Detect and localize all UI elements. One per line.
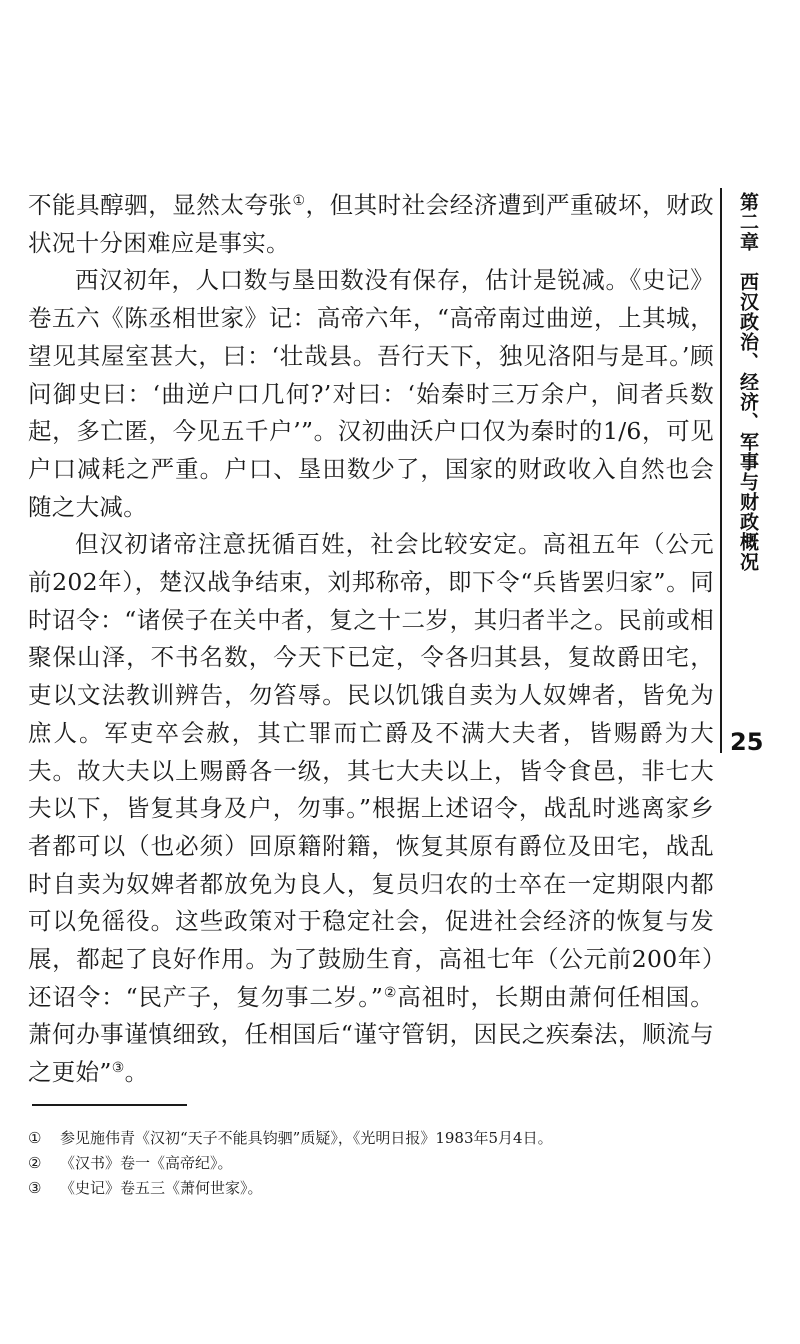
- footnote-ref-3[interactable]: ③: [111, 1060, 125, 1077]
- running-head: 第二章 西汉政治、经济、军事与财政概况: [737, 192, 759, 572]
- footnote-3: [28, 1176, 718, 1201]
- footnotes: [28, 1126, 718, 1201]
- footnote-text: 参见施伟青《汉初“天子不能具钧驷”质疑》，《光明日报》1983年5月4日。: [60, 1129, 553, 1147]
- footnote-rule: [32, 1104, 187, 1106]
- text-run: 高祖时，长期由萧何任相国。萧何办事谨慎细致，任相国后“谨守管钥，因民之疾秦法，顺流与之更始”: [28, 982, 715, 1087]
- main-text: [28, 187, 714, 1092]
- paragraph-3: [28, 526, 714, 1092]
- text-run: 但汉初诸帝注意抚循百姓，社会比较安定。高祖五年（公元前202年），楚汉战争结束，刘邦称帝，即下令“兵皆罢归家”。同时诏令：“诸侯子在关中者，复之十二岁，其归者半之。民前或相聚保山泽，不书名数，今天下已定，令各归其县，复故爵田宅，吏以文法教训辨告，勿笞辱。民以饥饿自卖为人奴婢者，皆免为庶人。军吏卒会赦，其亡罪而亡爵及不满大夫者，皆赐爵为大夫。故大夫以上赐爵各一级，其七大夫以上，皆令食邑，非七大夫以下，皆复其身及户，勿事。”根据上述诏令，战乱时逃离家乡者都可以（也必须）回原籍附籍，恢复其原有爵位及田宅，战乱时自卖为奴婢者都放免为良人，复员归农的士卒在一定期限内都可以免徭役。这些政策对于稳定社会，促进社会经济的恢复与发展，都起了良好作用。为了鼓励生育，高祖七年（公元前200年）还诏令：“民产子，复勿事二岁。”: [28, 530, 714, 1011]
- footnote-1: [28, 1126, 718, 1151]
- footnote-2: [28, 1151, 718, 1176]
- footnote-mark: ①: [28, 1129, 42, 1147]
- paragraph-1: [28, 187, 714, 262]
- footnote-mark: ③: [28, 1179, 42, 1197]
- text-run: ，但其时社会经济遭到严重破坏，财政状况十分困难应是事实。: [28, 191, 714, 257]
- footnote-text: 《汉书》卷一《高帝纪》。: [60, 1154, 233, 1172]
- margin-divider: [720, 188, 722, 753]
- paragraph-2: [28, 262, 714, 526]
- footnote-ref-1[interactable]: ①: [292, 193, 306, 209]
- text-run: 。: [124, 1058, 149, 1087]
- footnote-ref-2[interactable]: ②: [383, 984, 398, 1001]
- page-number: 25: [730, 728, 764, 756]
- footnote-text: 《史记》卷五三《萧何世家》。: [60, 1179, 263, 1197]
- text-run: 西汉初年，人口数与垦田数没有保存，估计是锐减。《史记》卷五六《陈丞相世家》记：高帝六年，“高帝南过曲逆，上其城，望见其屋室甚大，曰：‘壮哉县。吾行天下，独见洛阳与是耳。’顾问御史曰：‘曲逆户口几何?’对曰：‘始秦时三万余户，间者兵数起，多亡匿，今见五千户’”。汉初曲沃户口仅为秦时的1/6，可见户口减耗之严重。户口、垦田数少了，国家的财政收入自然也会随之大减。: [28, 266, 714, 521]
- text-run: 不能具醇驷，显然太夸张: [28, 191, 293, 219]
- footnote-mark: ②: [28, 1154, 42, 1172]
